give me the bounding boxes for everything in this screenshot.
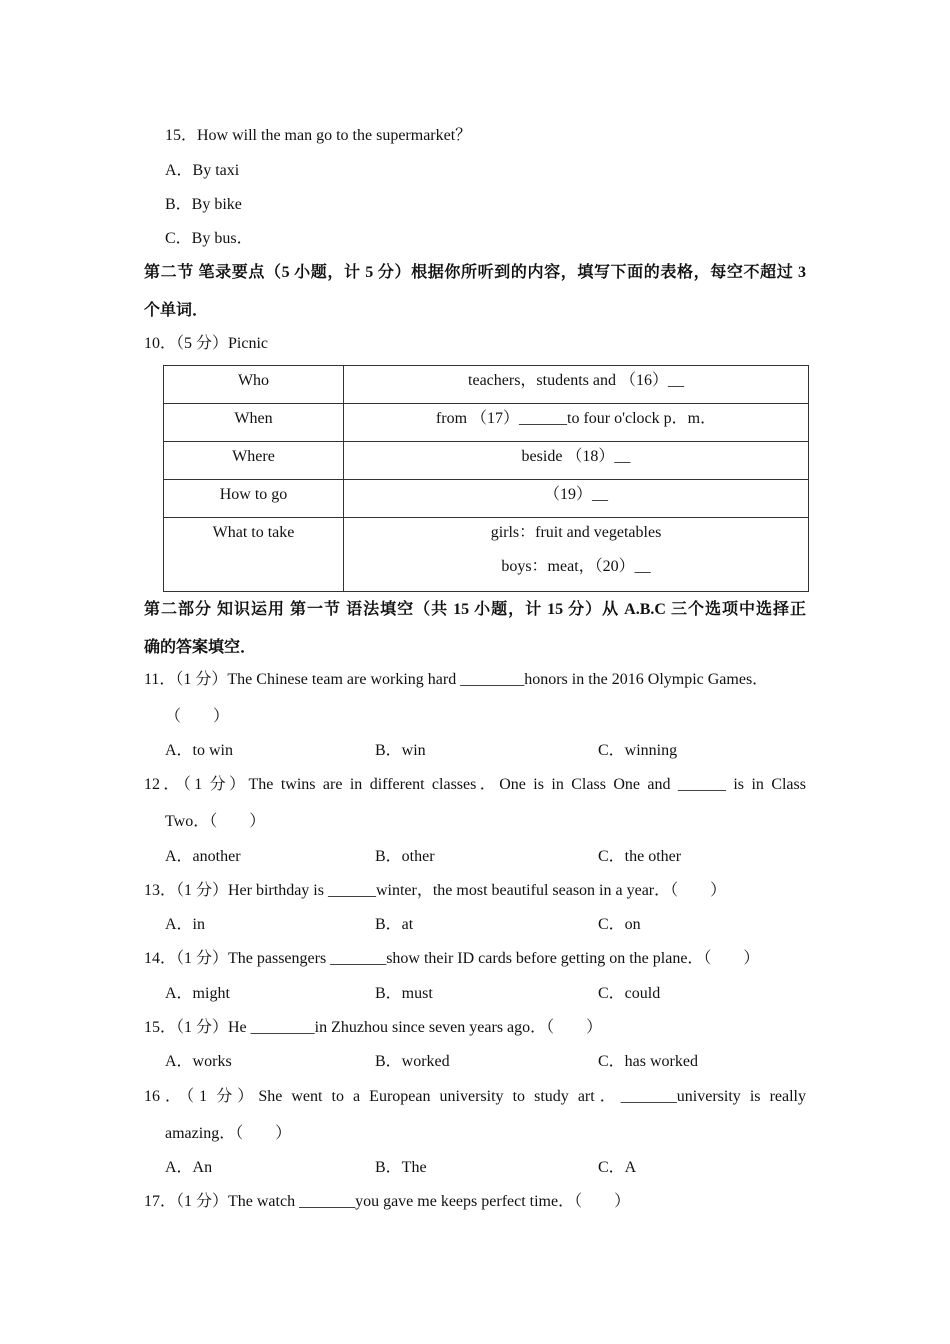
q14-stem: 14．（1 分）The passengers _______show their ID cards before getting on the plane．（ ） (144, 950, 760, 967)
q12-option-c[interactable]: C．the other (598, 848, 682, 865)
row-label-who: Who (164, 366, 344, 404)
q13-option-a[interactable]: A．in (165, 916, 206, 933)
table-row (164, 404, 809, 442)
row-value-boys: boys：meat，（20）__ (501, 558, 651, 575)
q16-option-c[interactable]: C．A (598, 1159, 637, 1176)
part2-heading-line2: 确的答案填空． (144, 639, 257, 656)
row-value-who[interactable]: teachers，students and （16）__ (344, 366, 809, 404)
table-row (164, 442, 809, 480)
q11-answer-paren[interactable]: （ ） (165, 708, 230, 725)
q16-option-a[interactable]: A．An (165, 1159, 213, 1176)
section2-heading-line2: 个单词． (144, 302, 209, 319)
part2-heading-line1: 第二部分 知识运用 第一节 语法填空（共 15 小题，计 15 分）从 A.B.C 三个选项中选择正 (144, 601, 806, 618)
q12-option-a[interactable]: A．another (165, 848, 241, 865)
q13-option-b[interactable]: B．at (375, 916, 414, 933)
q11-option-b[interactable]: B．win (375, 742, 426, 759)
q14-option-c[interactable]: C．could (598, 985, 661, 1002)
listening-q15-option-b[interactable]: B．By bike (165, 196, 242, 213)
q11-option-a[interactable]: A．to win (165, 742, 234, 759)
q12-stem-cont: Two．（ ） (165, 813, 266, 830)
row-value-when[interactable]: from （17）______to four o'clock p．m． (344, 404, 809, 442)
table-row (164, 518, 809, 592)
row-value-what[interactable] (344, 518, 809, 592)
q11-stem: 11．（1 分）The Chinese team are working hard ________honors in the 2016 Olympic Games． (144, 671, 769, 688)
row-value-how[interactable]: （19）__ (344, 480, 809, 518)
listening-q15-stem: 15．How will the man go to the supermarket？ (165, 127, 472, 144)
q15-stem: 15．（1 分）He ________in Zhuzhou since seven years ago．（ ） (144, 1019, 603, 1036)
q10-title: 10．（5 分）Picnic (144, 335, 268, 352)
q16-stem: 16．（1 分）She went to a European university to study art．_______university is really (144, 1088, 806, 1105)
row-label-when: When (164, 404, 344, 442)
listening-q15-option-a[interactable]: A．By taxi (165, 162, 240, 179)
q12-stem: 12．（1 分）The twins are in different classes．One is in Class One and ______ is in Class (144, 776, 806, 793)
row-label-where: Where (164, 442, 344, 480)
row-value-girls: girls：fruit and vegetables (490, 524, 662, 541)
q13-stem: 13．（1 分）Her birthday is ______winter，the most beautiful season in a year．（ ） (144, 882, 727, 899)
q13-option-c[interactable]: C．on (598, 916, 641, 933)
table-row (164, 366, 809, 404)
table-row (164, 480, 809, 518)
q15-option-b[interactable]: B．worked (375, 1053, 450, 1070)
row-value-where[interactable]: beside （18）__ (344, 442, 809, 480)
q16-stem-cont: amazing．（ ） (165, 1125, 292, 1142)
row-label-what: What to take (164, 518, 344, 592)
q12-option-b[interactable]: B．other (375, 848, 435, 865)
q15-option-c[interactable]: C．has worked (598, 1053, 698, 1070)
q14-option-a[interactable]: A．might (165, 985, 230, 1002)
listening-q15-option-c[interactable]: C．By bus． (165, 230, 253, 247)
q15-option-a[interactable]: A．works (165, 1053, 232, 1070)
row-label-how: How to go (164, 480, 344, 518)
q11-option-c[interactable]: C．winning (598, 742, 678, 759)
section2-heading-line1: 第二节 笔录要点（5 小题，计 5 分）根据你所听到的内容，填写下面的表格，每空不超过 3 (144, 264, 806, 281)
q16-option-b[interactable]: B．The (375, 1159, 427, 1176)
q14-option-b[interactable]: B．must (375, 985, 433, 1002)
q17-stem: 17．（1 分）The watch _______you gave me keeps perfect time．（ ） (144, 1193, 631, 1210)
picnic-table (163, 365, 809, 592)
